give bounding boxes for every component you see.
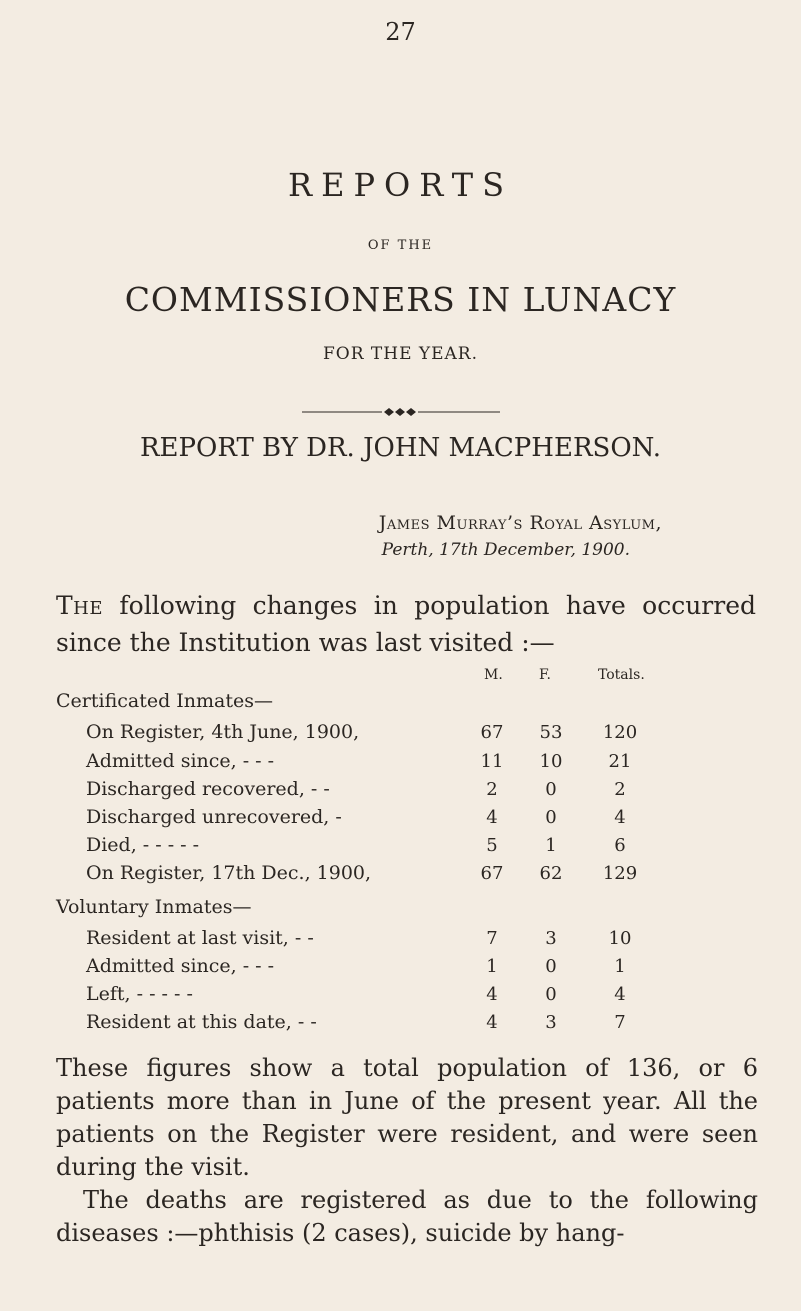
cell-f: 62	[539, 863, 563, 884]
section-heading: Voluntary Inmates—	[56, 896, 252, 918]
cell-m: 4	[486, 807, 498, 828]
cell-m: 11	[480, 751, 504, 772]
cell-total: 120	[602, 722, 638, 743]
row-label: Died, - - - - -	[86, 834, 200, 856]
report-author-heading: REPORT BY DR. JOHN MACPHERSON.	[139, 433, 662, 463]
intro-first-word: The	[56, 591, 104, 620]
body-paragraph: The deaths are registered as due to the following diseases :—phthisis (2 cases), suicide by hang-	[56, 1186, 758, 1247]
cell-f: 0	[545, 956, 557, 977]
body-paragraph: These figures show a total population of 136, or 6 patients more than in June of the present year. All the patients on the Register were resident, and were seen during the visit.	[56, 1054, 758, 1181]
column-header-f: F.	[539, 667, 551, 683]
cell-total: 10	[608, 928, 632, 949]
cell-total: 1	[614, 956, 626, 977]
row-label: Admitted since, - - -	[86, 750, 275, 772]
cell-total: 6	[614, 835, 626, 856]
row-label: Discharged unrecovered, -	[86, 806, 342, 828]
cell-m: 4	[486, 984, 498, 1005]
commission-heading: COMMISSIONERS IN LUNACY	[124, 280, 677, 319]
row-label: Discharged recovered, - -	[86, 778, 330, 800]
cell-m: 1	[486, 956, 498, 977]
cell-f: 53	[539, 722, 563, 743]
of-the-caption: OF THE	[367, 238, 434, 253]
cell-total: 7	[614, 1012, 626, 1033]
cell-f: 0	[545, 779, 557, 800]
cell-f: 3	[545, 1012, 557, 1033]
cell-total: 4	[614, 984, 626, 1005]
cell-total: 2	[614, 779, 626, 800]
for-year-caption: FOR THE YEAR.	[322, 344, 479, 364]
cell-f: 3	[545, 928, 557, 949]
intro-paragraph	[56, 587, 756, 661]
asylum-name: James Murray’s Royal Asylum,	[378, 512, 662, 534]
cell-f: 1	[545, 835, 557, 856]
page-number: 27	[385, 18, 416, 46]
page-title: REPORTS	[287, 166, 513, 204]
cell-m: 67	[480, 863, 504, 884]
cell-m: 2	[486, 779, 498, 800]
row-label: On Register, 17th Dec., 1900,	[86, 862, 372, 884]
cell-total: 4	[614, 807, 626, 828]
cell-m: 5	[486, 835, 498, 856]
cell-total: 21	[608, 751, 632, 772]
section-heading: Certificated Inmates—	[56, 690, 274, 712]
intro-text: following changes in population have occurred since the Institution was last visited :—	[56, 591, 757, 657]
cell-total: 129	[602, 863, 638, 884]
cell-m: 7	[486, 928, 498, 949]
cell-f: 0	[545, 984, 557, 1005]
row-label: Resident at this date, - -	[86, 1011, 317, 1033]
row-label: Resident at last visit, - -	[86, 927, 314, 949]
ornament-divider-icon	[302, 405, 500, 419]
column-header-m: M.	[484, 667, 503, 683]
cell-m: 67	[480, 722, 504, 743]
column-header-totals: Totals.	[598, 667, 645, 683]
cell-f: 0	[545, 807, 557, 828]
cell-m: 4	[486, 1012, 498, 1033]
cell-f: 10	[539, 751, 563, 772]
row-label: Left, - - - - -	[86, 983, 193, 1005]
row-label: On Register, 4th June, 1900,	[86, 721, 360, 743]
place-date: Perth, 17th December, 1900.	[381, 540, 630, 560]
row-label: Admitted since, - - -	[86, 955, 275, 977]
